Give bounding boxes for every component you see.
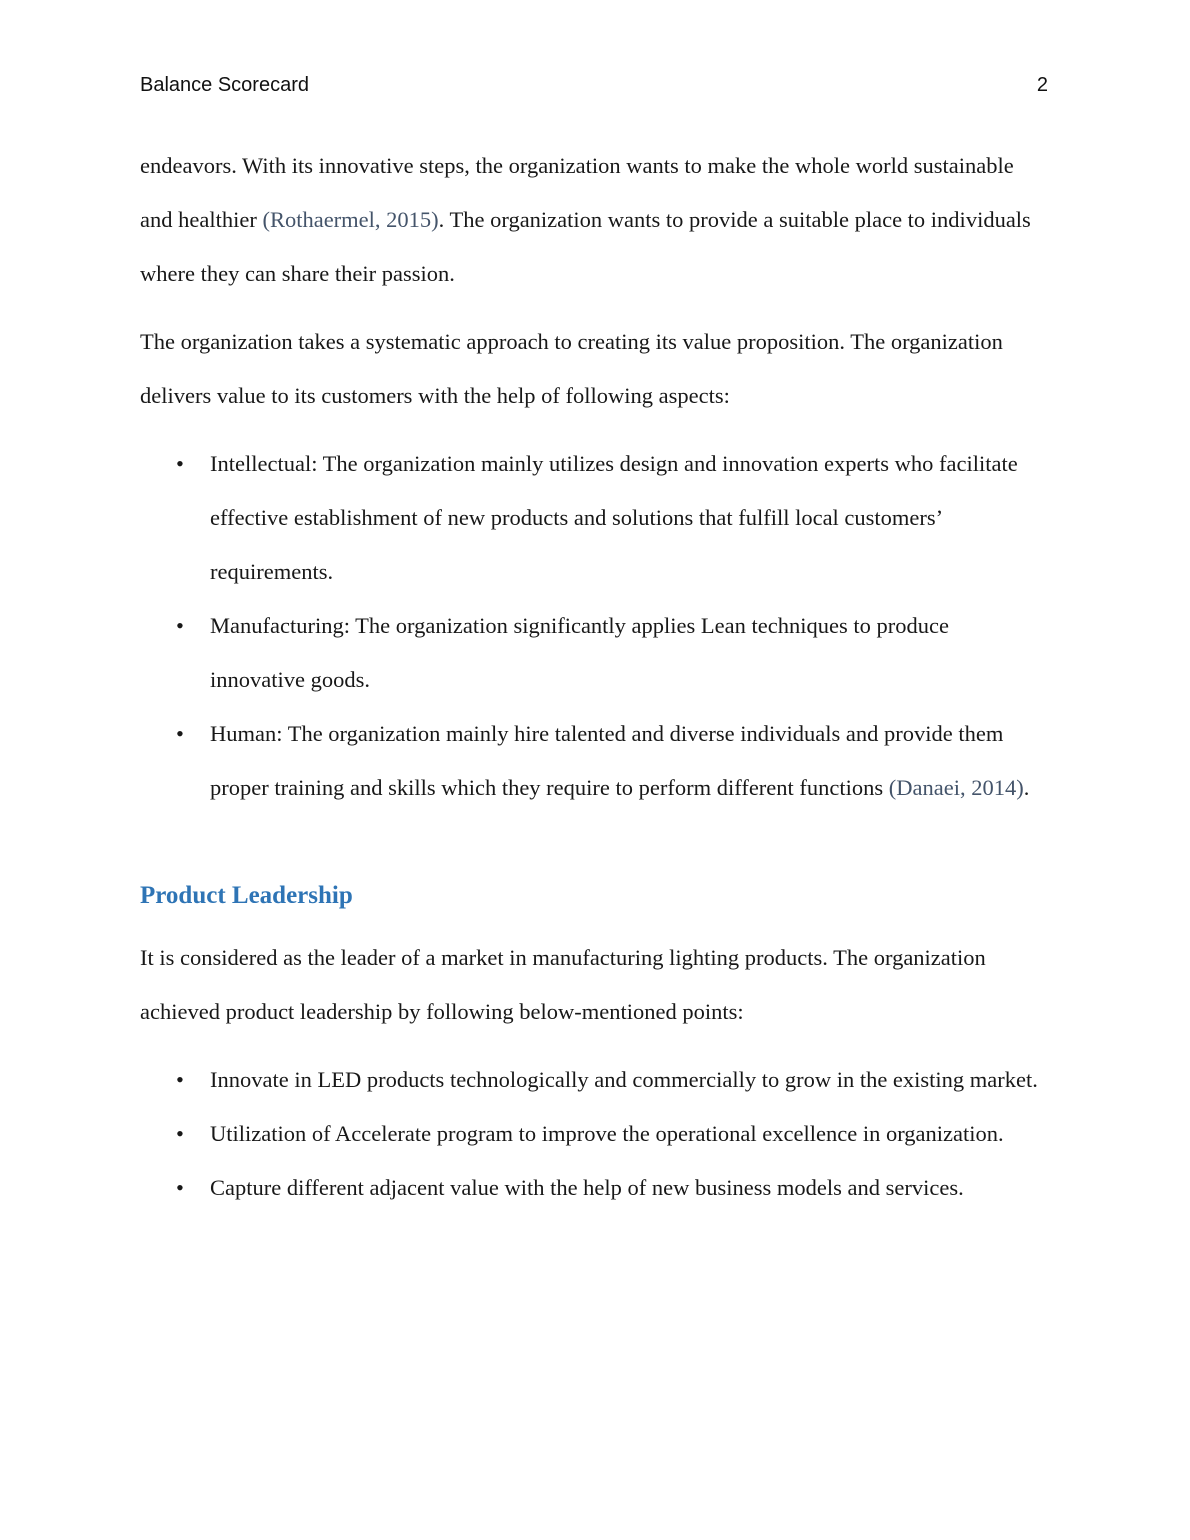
list-item-human-text-after: . [1023, 775, 1030, 800]
bullet-icon: • [176, 1067, 184, 1092]
running-head: Balance Scorecard [140, 74, 309, 96]
paragraph-1-text-after: . The organization wants to provide a suitable place to individuals where they can share their passion. [140, 207, 1031, 286]
paragraph-1 [140, 139, 1048, 301]
section-heading-product-leadership: Product Leadership [140, 882, 353, 909]
list-item-human-text: Human: The organization mainly hire talented and diverse individuals and provide them proper training and skills which they require to perform different functions [210, 721, 1004, 800]
list-item-manufacturing-text: Manufacturing: The organization significantly applies Lean techniques to produce innovative goods. [210, 613, 949, 692]
product-leadership-list [140, 1053, 1048, 1215]
list-item-manufacturing [140, 599, 1048, 707]
list-item-adjacent-value [140, 1161, 1048, 1215]
document-body [140, 139, 1048, 1215]
list-item-innovate-led-text: Innovate in LED products technologically and commercially to grow in the existing market. [210, 1067, 1038, 1092]
list-item-human [140, 707, 1048, 815]
bullet-icon: • [176, 1121, 184, 1146]
list-item-intellectual [140, 437, 1048, 599]
list-item-accelerate-program-text: Utilization of Accelerate program to improve the operational excellence in organization. [210, 1121, 1004, 1146]
page-header [140, 74, 1048, 97]
list-item-intellectual-text: Intellectual: The organization mainly utilizes design and innovation experts who facilitate effective establishment of new products and solutions that fulfill local customers’ requirements. [210, 451, 1018, 584]
list-item-accelerate-program [140, 1107, 1048, 1161]
paragraph-2: The organization takes a systematic approach to creating its value proposition. The organization delivers value to its customers with the help of following aspects: [140, 329, 1003, 408]
citation-rothaermel-2015: (Rothaermel, 2015) [262, 207, 439, 232]
bullet-icon: • [176, 613, 184, 638]
paragraph-3: It is considered as the leader of a market in manufacturing lighting products. The organization achieved product leadership by following below-mentioned points: [140, 945, 986, 1024]
value-aspects-list [140, 437, 1048, 815]
list-item-adjacent-value-text: Capture different adjacent value with the help of new business models and services. [210, 1175, 964, 1200]
page-number: 2 [1036, 74, 1048, 96]
citation-danaei-2014: (Danaei, 2014) [888, 775, 1024, 800]
paragraph-1-text: endeavors. With its innovative steps, the organization wants to make the whole world sustainable and healthier [140, 153, 1014, 232]
bullet-icon: • [176, 1175, 184, 1200]
bullet-icon: • [176, 721, 184, 746]
list-item-innovate-led [140, 1053, 1048, 1107]
bullet-icon: • [176, 451, 184, 476]
